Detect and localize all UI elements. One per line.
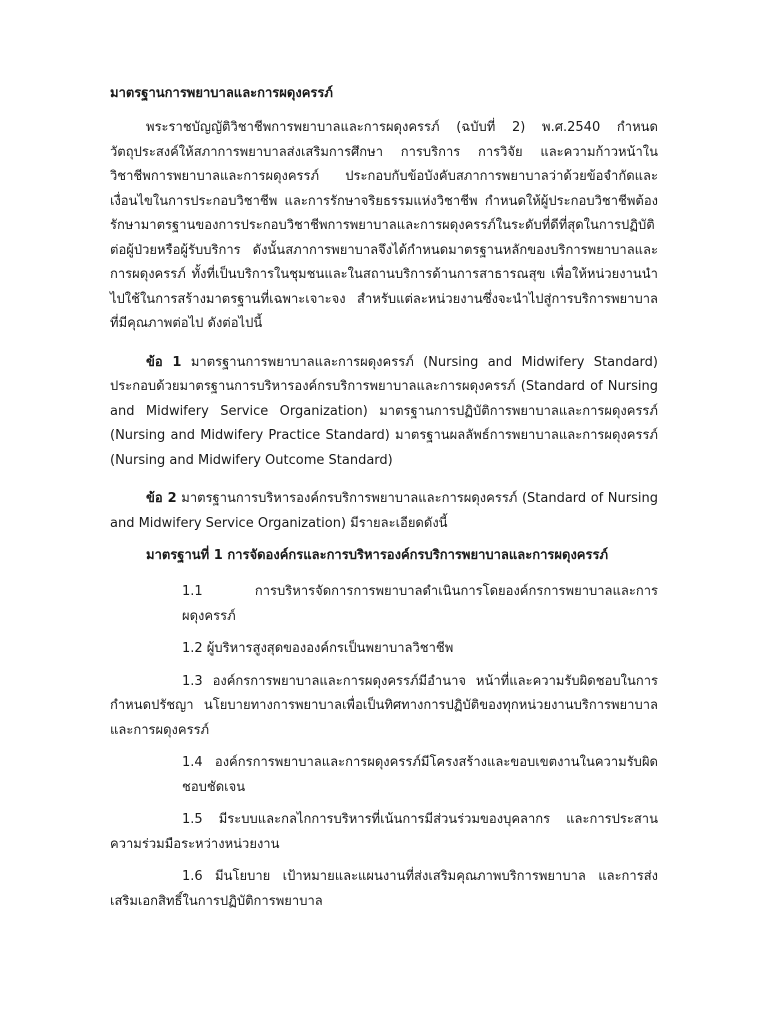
- clause-1-text: มาตรฐานการพยาบาลและการผดุงครรภ์ (Nursing and Midwifery Standard) ประกอบด้วยมาตรฐานการบริหารองค์กรบริการพยาบาลและการผดุงครรภ์ (Standard of Nursing and Midwifery Service Organization) มาตรฐานการปฏิบัติการพยาบาลและการผดุงครรภ์ (Nursing and Midwifery Practice Standard) มาตรฐานผลลัพธ์การพยาบาลและการผดุงครรภ์ (Nursing and Midwifery Outcome Standard): [110, 354, 658, 468]
- standard-1-title: มาตรฐานที่ 1 การจัดองค์กรและการบริหารองค์กรบริการพยาบาลและการผดุงครรภ์: [146, 548, 609, 563]
- clause-1-label: ข้อ 1: [146, 354, 182, 370]
- list-item: 1.1 การบริหารจัดการการพยาบาลดำเนินการโดยองค์กรการพยาบาลและการผดุงครรภ์: [182, 584, 658, 624]
- list-item: 1.2 ผู้บริหารสูงสุดขององค์กรเป็นพยาบาลวิชาชีพ: [182, 641, 454, 656]
- intro-paragraph: พระราชบัญญัติวิชาชีพการพยาบาลและการผดุงครรภ์ (ฉบับที่ 2) พ.ศ.2540 กำหนดวัตถุประสงค์ให้สภาการพยาบาลส่งเสริมการศึกษา การบริการ การวิจัย และความก้าวหน้าในวิชาชีพการพยาบาลและการผดุงครรภ์ ประกอบกับข้อบังคับสภาการพยาบาลว่าด้วยข้อจำกัดและเงื่อนไขในการประกอบวิชาชีพ และการรักษาจริยธรรมแห่งวิชาชีพ กำหนดให้ผู้ประกอบวิชาชีพต้องรักษามาตรฐานของการประกอบวิชาชีพการพยาบาลและการผดุงครรภ์ในระดับที่ดีที่สุดในการปฏิบัติต่อผู้ป่วยหรือผู้รับบริการ ดังนั้นสภาการพยาบาลจึงได้กำหนดมาตรฐานหลักของบริการพยาบาลและการผดุงครรภ์ ทั้งที่เป็นบริการในชุมชนและในสถานบริการด้านการสาธารณสุข เพื่อให้หน่วยงานนำไปใช้ในการสร้างมาตรฐานที่เฉพาะเจาะจง สำหรับแต่ละหน่วยงานซึ่งจะนำไปสู่การบริการพยาบาลที่มีคุณภาพต่อไป ดังต่อไปนี้: [110, 120, 658, 331]
- clause-1: [110, 351, 658, 474]
- document-title: มาตรฐานการพยาบาลและการผดุงครรภ์: [110, 86, 333, 101]
- list-item: 1.5 มีระบบและกลไกการบริหารที่เน้นการมีส่วนร่วมของบุคลากร และการประสานความร่วมมือระหว่างหน่วยงาน: [110, 812, 658, 852]
- list-item: 1.3 องค์กรการพยาบาลและการผดุงครรภ์มีอำนาจ หน้าที่และความรับผิดชอบในการกำหนดปรัชญา นโยบายทางการพยาบาลเพื่อเป็นทิศทางการปฏิบัติของทุกหน่วยงานบริการพยาบาลและการผดุงครรภ์: [110, 673, 658, 738]
- clause-2-label: ข้อ 2: [146, 491, 177, 506]
- list-item: 1.6 มีนโยบาย เป้าหมายและแผนงานที่ส่งเสริมคุณภาพบริการพยาบาล และการส่งเสริมเอกสิทธิ์ในการปฏิบัติการพยาบาล: [110, 869, 658, 909]
- clause-2-text: มาตรฐานการบริหารองค์กรบริการพยาบาลและการผดุงครรภ์ (Standard of Nursing and Midwifery Service Organization) มีรายละเอียดดังนี้: [110, 491, 658, 531]
- clause-2: [110, 487, 658, 536]
- list-item: 1.4 องค์กรการพยาบาลและการผดุงครรภ์มีโครงสร้างและขอบเขตงานในความรับผิดชอบชัดเจน: [182, 755, 658, 795]
